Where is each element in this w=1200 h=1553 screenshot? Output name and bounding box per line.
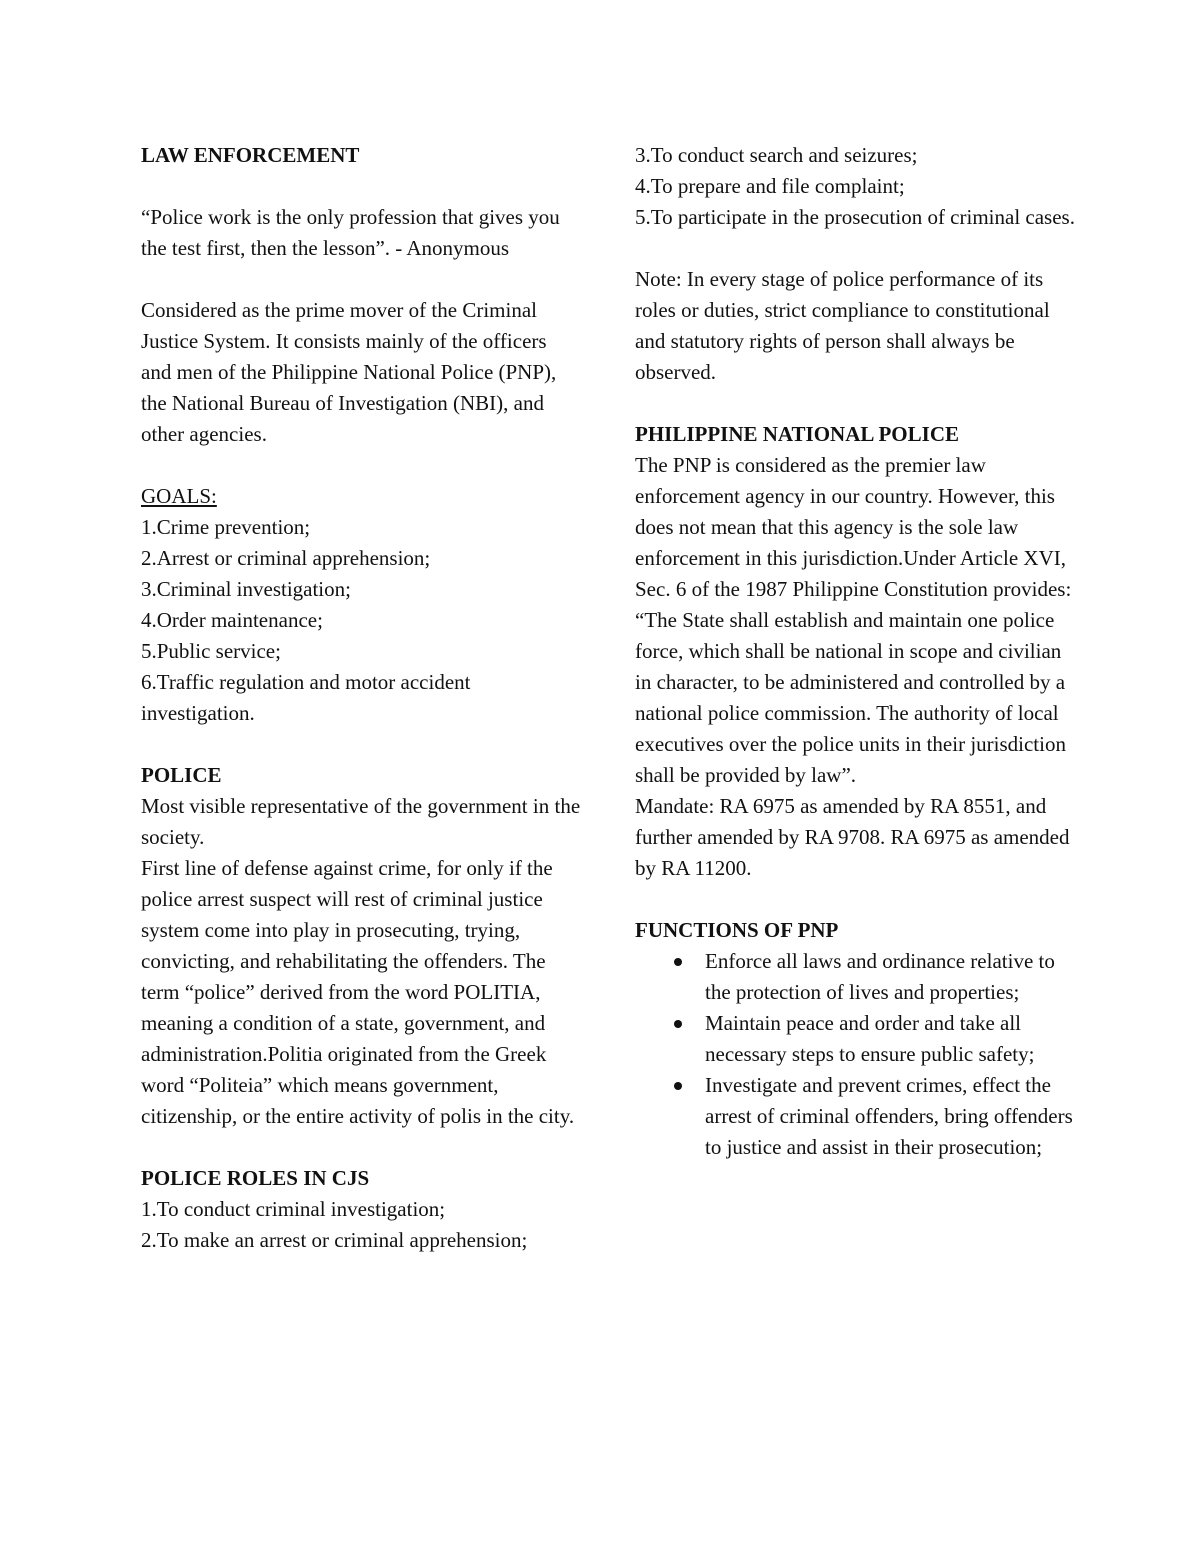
bullet-icon (674, 1020, 682, 1028)
function-text: Investigate and prevent crimes, effect the arrest of criminal offenders, bring offenders to justice and assist in their prosecution; (705, 1073, 1073, 1159)
function-text: Maintain peace and order and take all necessary steps to ensure public safety; (705, 1011, 1035, 1066)
list-item: 3.To conduct search and seizures; (635, 143, 918, 167)
list-item: 5.Public service; (141, 639, 281, 663)
bullet-icon (674, 958, 682, 966)
goals-label: GOALS: (141, 484, 217, 508)
police-paragraph-1: Most visible representative of the government in the society. (141, 794, 581, 849)
pnp-heading: PHILIPPINE NATIONAL POLICE (635, 422, 959, 446)
list-item (635, 1008, 1075, 1070)
bullet-icon (674, 1082, 682, 1090)
list-item: 1.Crime prevention; (141, 515, 311, 539)
list-item (635, 1070, 1075, 1163)
police-roles-list (141, 1194, 581, 1256)
police-paragraph-2: First line of defense against crime, for only if the police arrest suspect will rest of criminal justice system come into play in prosecuting, trying, convicting, and rehabilitating the offenders. The term “police” derived from the word POLITIA, meaning a condition of a state, government, and administration.Politia originated from the Greek word “Politeia” which means government, citizenship, or the entire activity of polis in the city. (141, 856, 575, 1128)
police-roles-heading: POLICE ROLES IN CJS (141, 1166, 370, 1190)
list-item: 3.Criminal investigation; (141, 577, 351, 601)
list-item: 2.To make an arrest or criminal apprehension; (141, 1228, 528, 1252)
page-title: LAW ENFORCEMENT (141, 143, 360, 167)
intro-paragraph: Considered as the prime mover of the Criminal Justice System. It consists mainly of the officers and men of the Philippine National Police (PNP), the National Bureau of Investigation (NBI), and other agencies. (141, 298, 557, 446)
list-item: 2.Arrest or criminal apprehension; (141, 546, 431, 570)
police-heading: POLICE (141, 763, 222, 787)
goals-list (141, 512, 581, 729)
functions-heading: FUNCTIONS OF PNP (635, 918, 839, 942)
list-item: 5.To participate in the prosecution of criminal cases. (635, 205, 1075, 229)
function-text: Enforce all laws and ordinance relative to the protection of lives and properties; (705, 949, 1055, 1004)
list-item: 1.To conduct criminal investigation; (141, 1197, 446, 1221)
left-column (141, 140, 581, 1256)
list-item (635, 946, 1075, 1008)
functions-list (635, 946, 1075, 1163)
list-item: 4.To prepare and file complaint; (635, 174, 905, 198)
list-item: 6.Traffic regulation and motor accident investigation. (141, 670, 471, 725)
note-paragraph: Note: In every stage of police performance of its roles or duties, strict compliance to constitutional and statutory rights of person shall always be observed. (635, 267, 1050, 384)
quote: “Police work is the only profession that gives you the test first, then the lesson”. - Anonymous (141, 205, 560, 260)
list-item: 4.Order maintenance; (141, 608, 323, 632)
mandate-paragraph: Mandate: RA 6975 as amended by RA 8551, and further amended by RA 9708. RA 6975 as amended by RA 11200. (635, 794, 1070, 880)
pnp-paragraph: The PNP is considered as the premier law enforcement agency in our country. However, this does not mean that this agency is the sole law enforcement in this jurisdiction.Under Article XVI, Sec. 6 of the 1987 Philippine Constitution provides: “The State shall establish and maintain one police force, which shall be national in scope and civilian in character, to be administered and controlled by a national police commission. The authority of local executives over the police units in their jurisdiction shall be provided by law”. (635, 453, 1072, 787)
police-roles-list-continued (635, 140, 1075, 233)
right-column (635, 140, 1075, 1163)
